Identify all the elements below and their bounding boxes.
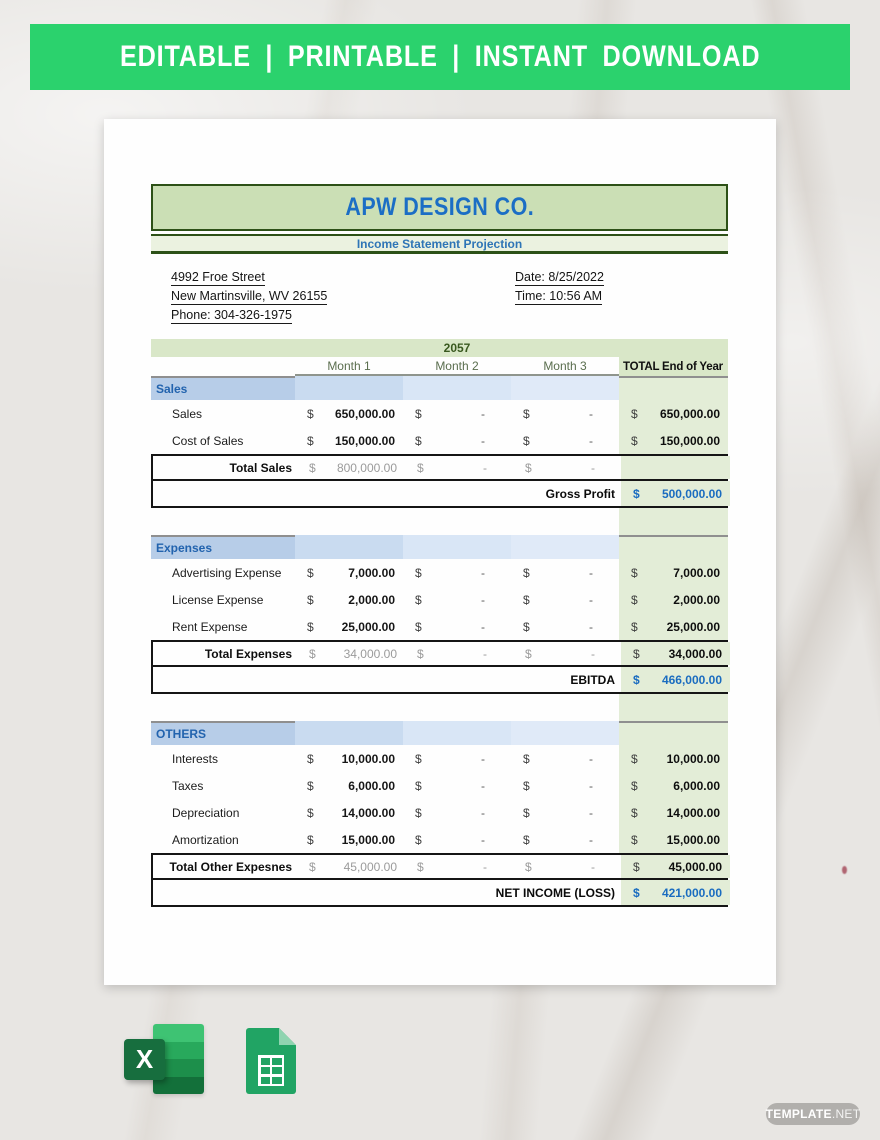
document-page: [104, 119, 776, 985]
amount: 800,000.00: [336, 460, 397, 475]
amount: -: [589, 406, 593, 421]
column-header-month-2: Month 2: [403, 357, 511, 376]
cell-total: [621, 880, 730, 905]
cell-month-1: [295, 745, 403, 772]
column-header-month-1: Month 1: [295, 357, 403, 376]
amount: -: [589, 778, 593, 793]
cell-month-1: [295, 559, 403, 586]
currency-symbol: $: [415, 805, 422, 820]
currency-symbol: $: [309, 460, 316, 475]
year-header-row: [151, 339, 728, 357]
amount: -: [589, 592, 593, 607]
cell-month-1: [297, 456, 405, 479]
currency-symbol: $: [523, 778, 530, 793]
currency-symbol: $: [417, 646, 424, 661]
cell-total: [619, 559, 728, 586]
cell-month-1: [295, 586, 403, 613]
section-row: [151, 376, 728, 400]
watermark-light: .NET: [831, 1107, 861, 1121]
line-item-row: [151, 613, 728, 640]
cell-month-2: [403, 799, 511, 826]
cell-month-2: [403, 586, 511, 613]
line-item-row: [151, 400, 728, 427]
section-band: [295, 376, 403, 400]
section-band: [511, 721, 619, 745]
section-label: OTHERS: [151, 721, 295, 745]
currency-symbol: $: [309, 859, 316, 874]
amount: 15,000.00: [341, 832, 395, 847]
amount: -: [481, 832, 485, 847]
line-item-label: Depreciation: [172, 805, 240, 820]
amount: 7,000.00: [673, 565, 720, 580]
cell-month-2: [403, 613, 511, 640]
amount: 150,000.00: [659, 433, 720, 448]
amount: 25,000.00: [666, 619, 720, 634]
spacer-cell: [151, 508, 619, 535]
line-item-label: Interests: [172, 751, 219, 766]
column-header-month-3: Month 3: [511, 357, 619, 376]
total-row: [151, 454, 728, 481]
cell-month-1: [295, 427, 403, 454]
cell-month-2: [405, 855, 513, 878]
cell-month-3: [511, 826, 619, 853]
cell-total: [621, 456, 730, 479]
section-band-total: [619, 535, 728, 559]
currency-symbol: $: [633, 486, 640, 501]
line-item-row: [151, 745, 728, 772]
currency-symbol: $: [525, 460, 532, 475]
amount: 500,000.00: [661, 486, 722, 501]
currency-symbol: $: [307, 433, 314, 448]
amount: -: [481, 619, 485, 634]
cell-total: [619, 772, 728, 799]
amount: -: [591, 859, 595, 874]
address-line-2: New Martinsville, WV 26155: [171, 289, 328, 303]
result-label: Gross Profit: [545, 486, 615, 501]
section-band: [403, 721, 511, 745]
watermark-badge[interactable]: [766, 1103, 860, 1125]
total-row: [151, 640, 728, 667]
amount: -: [483, 646, 487, 661]
currency-symbol: $: [415, 619, 422, 634]
currency-symbol: $: [415, 751, 422, 766]
currency-symbol: $: [415, 565, 422, 580]
currency-symbol: $: [307, 778, 314, 793]
line-item-label: Taxes: [172, 778, 204, 793]
line-item-label: License Expense: [172, 592, 264, 607]
amount: -: [589, 805, 593, 820]
cell-month-3: [511, 799, 619, 826]
amount: 466,000.00: [661, 672, 722, 687]
excel-icon[interactable]: [124, 1023, 204, 1095]
column-header-total: TOTAL End of Year: [619, 357, 728, 376]
cell-month-3: [511, 613, 619, 640]
section-band: [295, 535, 403, 559]
line-item-label: Advertising Expense: [172, 565, 282, 580]
currency-symbol: $: [631, 751, 638, 766]
date-line: Date: 8/25/2022: [515, 270, 604, 284]
amount: -: [589, 433, 593, 448]
amount: 34,000.00: [343, 646, 397, 661]
line-item-label: Sales: [172, 406, 203, 421]
currency-symbol: $: [633, 859, 640, 874]
company-name: APW DESIGN CO.: [345, 193, 534, 221]
amount: -: [591, 646, 595, 661]
date-block: [515, 270, 604, 308]
currency-symbol: $: [631, 406, 638, 421]
excel-x-glyph: X: [124, 1039, 165, 1080]
currency-symbol: $: [631, 778, 638, 793]
line-item-label: Cost of Sales: [172, 433, 244, 448]
currency-symbol: $: [417, 460, 424, 475]
amount: -: [481, 751, 485, 766]
cell-month-2: [403, 427, 511, 454]
amount: 150,000.00: [334, 433, 395, 448]
currency-symbol: $: [523, 751, 530, 766]
line-item-row: [151, 586, 728, 613]
document-subtitle-band: [151, 234, 728, 254]
amount: 6,000.00: [673, 778, 720, 793]
currency-symbol: $: [633, 672, 640, 687]
year-spacer: [619, 339, 728, 357]
currency-symbol: $: [415, 592, 422, 607]
address-block: [171, 270, 327, 327]
company-header-box: [151, 184, 728, 231]
currency-symbol: $: [633, 646, 640, 661]
amount: 25,000.00: [341, 619, 395, 634]
line-item-label: Rent Expense: [172, 619, 248, 634]
cell-month-2: [403, 400, 511, 427]
currency-symbol: $: [631, 805, 638, 820]
total-label: Total Sales: [229, 460, 292, 475]
promo-banner-text: EDITABLE | PRINTABLE | INSTANT DOWNLOAD: [119, 40, 761, 73]
section-label: Sales: [151, 376, 295, 400]
currency-symbol: $: [307, 406, 314, 421]
currency-symbol: $: [631, 565, 638, 580]
year-spacer: [151, 339, 295, 357]
currency-symbol: $: [307, 832, 314, 847]
amount: 6,000.00: [348, 778, 395, 793]
amount: 14,000.00: [666, 805, 720, 820]
result-label: NET INCOME (LOSS): [495, 885, 615, 900]
amount: -: [481, 805, 485, 820]
spacer-total-cell: [619, 694, 728, 721]
cell-total: [621, 481, 730, 506]
currency-symbol: $: [307, 592, 314, 607]
google-sheets-icon[interactable]: [246, 1028, 296, 1094]
cell-total: [621, 855, 730, 878]
cell-total: [621, 642, 730, 665]
section-row: [151, 535, 728, 559]
watermark-bold: TEMPLATE: [765, 1107, 832, 1121]
amount: 2,000.00: [673, 592, 720, 607]
cell-month-2: [405, 456, 513, 479]
line-item-row: [151, 427, 728, 454]
section-band: [511, 376, 619, 400]
amount: -: [483, 460, 487, 475]
cell-month-2: [403, 826, 511, 853]
year-label: 2057: [443, 341, 471, 355]
currency-symbol: $: [631, 592, 638, 607]
spacer-row: [151, 508, 728, 535]
cell-month-3: [511, 427, 619, 454]
cell-total: [619, 745, 728, 772]
amount: 650,000.00: [659, 406, 720, 421]
income-statement-table: [151, 339, 728, 907]
amount: 45,000.00: [343, 859, 397, 874]
marble-speck: [842, 866, 847, 874]
cell-month-3: [511, 586, 619, 613]
currency-symbol: $: [415, 406, 422, 421]
line-item-label: Amortization: [172, 832, 239, 847]
amount: -: [589, 832, 593, 847]
result-label: EBITDA: [570, 672, 615, 687]
cell-month-3: [511, 400, 619, 427]
currency-symbol: $: [523, 433, 530, 448]
amount: 34,000.00: [668, 646, 722, 661]
section-band: [403, 376, 511, 400]
cell-month-1: [297, 642, 405, 665]
currency-symbol: $: [523, 619, 530, 634]
amount: 14,000.00: [341, 805, 395, 820]
cell-total: [619, 400, 728, 427]
spacer-row: [151, 694, 728, 721]
cell-month-3: [511, 772, 619, 799]
promo-banner: [30, 24, 850, 90]
currency-symbol: $: [525, 859, 532, 874]
spacer-total-cell: [619, 508, 728, 535]
currency-symbol: $: [525, 646, 532, 661]
cell-month-1: [295, 613, 403, 640]
cell-total: [619, 427, 728, 454]
amount: -: [481, 778, 485, 793]
section-band: [511, 535, 619, 559]
cell-month-1: [295, 400, 403, 427]
cell-month-2: [405, 642, 513, 665]
cell-total: [619, 799, 728, 826]
cell-month-3: [513, 642, 621, 665]
result-row: [151, 880, 728, 907]
amount: 2,000.00: [348, 592, 395, 607]
cell-total: [619, 826, 728, 853]
cell-month-3: [511, 559, 619, 586]
folded-corner-glyph: [279, 1028, 296, 1045]
currency-symbol: $: [523, 832, 530, 847]
currency-symbol: $: [523, 805, 530, 820]
amount: -: [589, 619, 593, 634]
cell-month-1: [297, 855, 405, 878]
cell-month-2: [403, 772, 511, 799]
line-item-row: [151, 559, 728, 586]
column-header-row: [151, 357, 728, 376]
document-title: Income Statement Projection: [356, 236, 523, 251]
amount: 10,000.00: [666, 751, 720, 766]
cell-month-3: [513, 456, 621, 479]
currency-symbol: $: [307, 619, 314, 634]
amount: 45,000.00: [668, 859, 722, 874]
currency-symbol: $: [631, 433, 638, 448]
amount: 10,000.00: [341, 751, 395, 766]
cell-total: [621, 667, 730, 692]
amount: 650,000.00: [334, 406, 395, 421]
line-item-row: [151, 826, 728, 853]
section-label: Expenses: [151, 535, 295, 559]
currency-symbol: $: [307, 751, 314, 766]
section-band: [295, 721, 403, 745]
currency-symbol: $: [523, 592, 530, 607]
cell-total: [619, 613, 728, 640]
total-row: [151, 853, 728, 880]
amount: 7,000.00: [348, 565, 395, 580]
address-line-3: Phone: 304-326-1975: [171, 308, 292, 322]
line-item-row: [151, 799, 728, 826]
currency-symbol: $: [307, 805, 314, 820]
currency-symbol: $: [523, 565, 530, 580]
cell-month-1: [295, 799, 403, 826]
amount: -: [481, 565, 485, 580]
address-line-1: 4992 Froe Street: [171, 270, 265, 284]
time-line: Time: 10:56 AM: [515, 289, 603, 303]
corner-spacer: [151, 357, 295, 376]
amount: -: [481, 592, 485, 607]
section-band-total: [619, 721, 728, 745]
line-item-row: [151, 772, 728, 799]
cell-month-1: [295, 826, 403, 853]
section-row: [151, 721, 728, 745]
result-row: [151, 481, 728, 508]
section-band-total: [619, 376, 728, 400]
currency-symbol: $: [309, 646, 316, 661]
currency-symbol: $: [633, 885, 640, 900]
currency-symbol: $: [523, 406, 530, 421]
section-band: [403, 535, 511, 559]
cell-month-3: [513, 855, 621, 878]
currency-symbol: $: [631, 619, 638, 634]
currency-symbol: $: [417, 859, 424, 874]
currency-symbol: $: [631, 832, 638, 847]
currency-symbol: $: [307, 565, 314, 580]
result-row: [151, 667, 728, 694]
cell-month-2: [403, 745, 511, 772]
currency-symbol: $: [415, 433, 422, 448]
amount: -: [483, 859, 487, 874]
cell-month-2: [403, 559, 511, 586]
cell-month-3: [511, 745, 619, 772]
currency-symbol: $: [415, 778, 422, 793]
amount: 421,000.00: [661, 885, 722, 900]
total-label: Total Other Expesnes: [169, 859, 292, 874]
total-label: Total Expenses: [204, 646, 292, 661]
cell-total: [619, 586, 728, 613]
cell-month-1: [295, 772, 403, 799]
sheets-grid-glyph: [258, 1055, 284, 1086]
amount: -: [589, 565, 593, 580]
amount: -: [481, 406, 485, 421]
amount: -: [589, 751, 593, 766]
amount: -: [481, 433, 485, 448]
amount: 15,000.00: [666, 832, 720, 847]
spacer-cell: [151, 694, 619, 721]
amount: -: [591, 460, 595, 475]
currency-symbol: $: [415, 832, 422, 847]
